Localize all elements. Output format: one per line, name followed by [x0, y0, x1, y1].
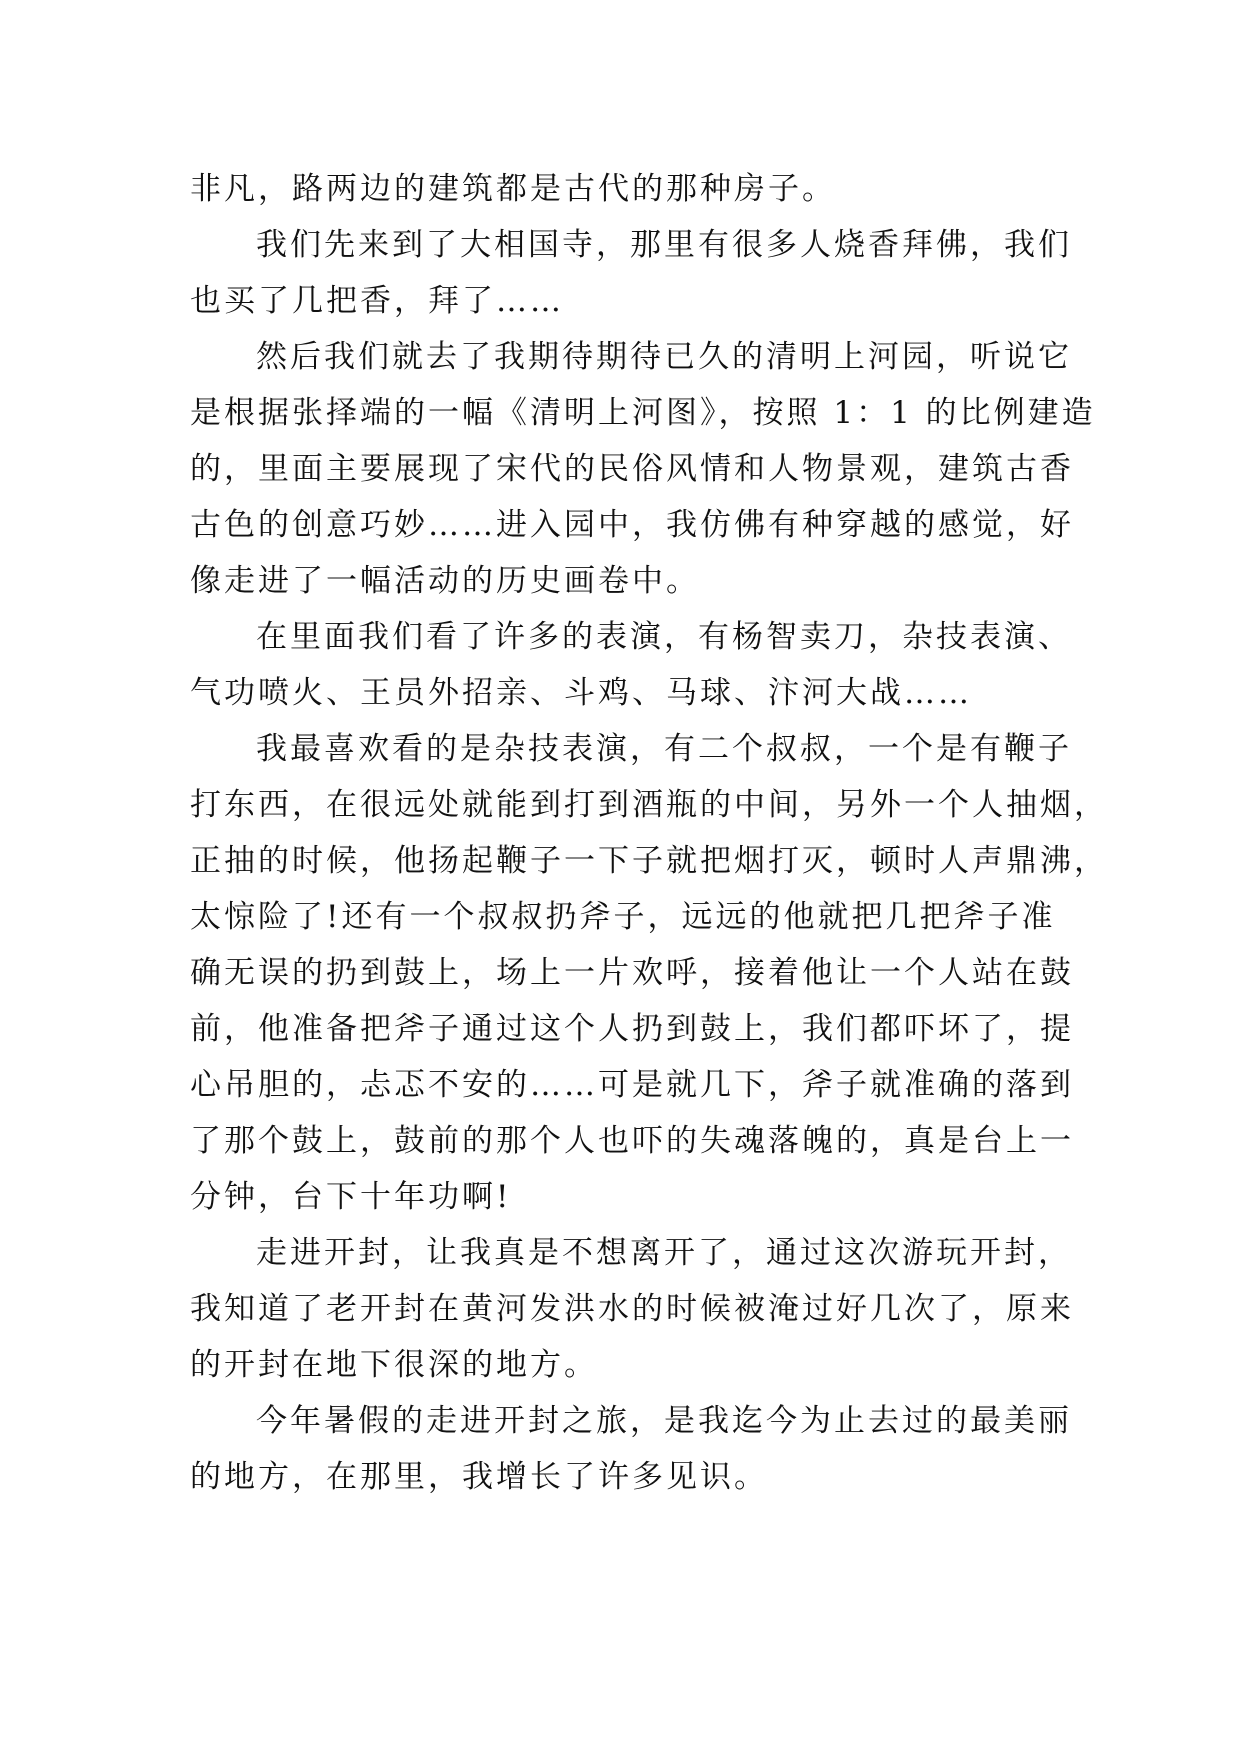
text-line: 了那个鼓上，鼓前的那个人也吓的失魂落魄的，真是台上一 — [190, 1123, 1074, 1159]
paragraph-start-line: 今年暑假的走进开封之旅，是我迄今为止去过的最美丽 — [256, 1403, 1072, 1439]
text-line: 太惊险了!还有一个叔叔扔斧子，远远的他就把几把斧子准 — [190, 899, 1056, 935]
paragraph-start-line: 我最喜欢看的是杂技表演，有二个叔叔，一个是有鞭子 — [256, 731, 1072, 767]
text-line: 打东西，在很远处就能到打到酒瓶的中间，另外一个人抽烟， — [190, 787, 1108, 823]
text-line: 分钟，台下十年功啊! — [190, 1179, 512, 1215]
text-line: 我知道了老开封在黄河发洪水的时候被淹过好几次了，原来 — [190, 1291, 1074, 1327]
text-line: 确无误的扔到鼓上，场上一片欢呼，接着他让一个人站在鼓 — [190, 955, 1074, 991]
paragraph-start-line: 我们先来到了大相国寺，那里有很多人烧香拜佛，我们 — [256, 227, 1072, 263]
paragraph-start-line: 在里面我们看了许多的表演，有杨智卖刀，杂技表演、 — [256, 619, 1072, 655]
text-line: 像走进了一幅活动的历史画卷中。 — [190, 563, 700, 599]
text-line: 心吊胆的，忐忑不安的……可是就几下，斧子就准确的落到 — [190, 1067, 1074, 1103]
text-line: 的，里面主要展现了宋代的民俗风情和人物景观，建筑古香 — [190, 451, 1074, 487]
text-line: 前，他准备把斧子通过这个人扔到鼓上，我们都吓坏了，提 — [190, 1011, 1074, 1047]
text-line: 非凡，路两边的建筑都是古代的那种房子。 — [190, 171, 836, 207]
text-line: 正抽的时候，他扬起鞭子一下子就把烟打灭，顿时人声鼎沸， — [190, 843, 1108, 879]
text-line: 是根据张择端的一幅《清明上河图》，按照 1：1 的比例建造 — [190, 395, 1096, 431]
paragraph-start-line: 走进开封，让我真是不想离开了，通过这次游玩开封， — [256, 1235, 1072, 1271]
text-line: 气功喷火、王员外招亲、斗鸡、马球、汴河大战…… — [190, 675, 972, 711]
text-line: 也买了几把香，拜了…… — [190, 283, 564, 319]
paragraph-start-line: 然后我们就去了我期待期待已久的清明上河园，听说它 — [256, 339, 1072, 375]
text-line: 古色的创意巧妙……进入园中，我仿佛有种穿越的感觉，好 — [190, 507, 1074, 543]
text-line: 的地方，在那里，我增长了许多见识。 — [190, 1459, 768, 1495]
text-line: 的开封在地下很深的地方。 — [190, 1347, 598, 1383]
